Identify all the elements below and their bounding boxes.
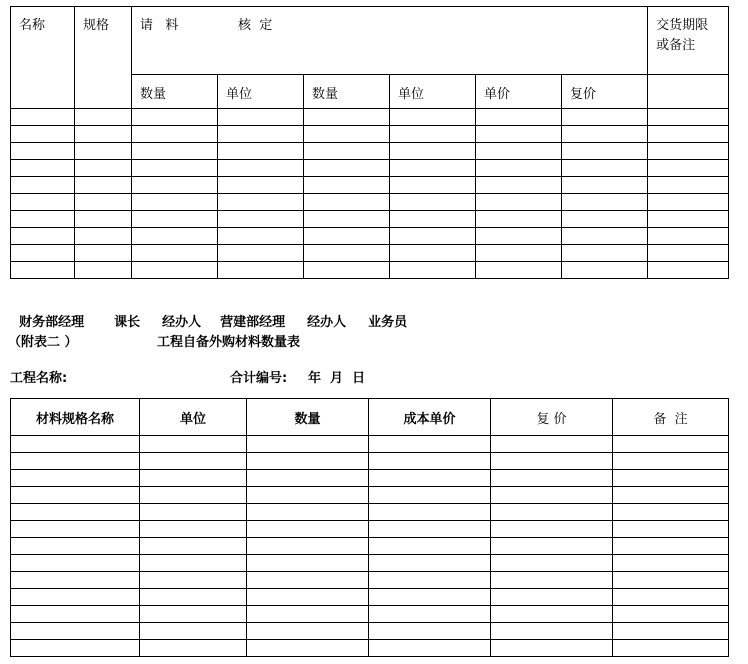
table-cell[interactable]: [369, 487, 491, 504]
table-cell[interactable]: [75, 126, 132, 143]
table-cell[interactable]: [140, 487, 247, 504]
table-row: [11, 504, 729, 521]
table-cell[interactable]: [75, 228, 132, 245]
table-row: [11, 538, 729, 555]
table-cell[interactable]: [218, 177, 304, 194]
table-cell[interactable]: [218, 143, 304, 160]
table-cell[interactable]: [247, 487, 369, 504]
table-row: [11, 606, 729, 623]
sig-finance-manager: 财务部经理: [19, 315, 85, 330]
table-cell[interactable]: [132, 177, 218, 194]
appendix-label: （附表二 ）: [8, 335, 78, 350]
table-cell[interactable]: [476, 194, 562, 211]
table-cell[interactable]: [304, 211, 390, 228]
table-cell[interactable]: [11, 623, 140, 640]
request-material-table: [10, 6, 729, 279]
table-cell[interactable]: [11, 143, 75, 160]
table-row: [11, 470, 729, 487]
table-cell[interactable]: [218, 262, 304, 279]
table-cell[interactable]: [613, 538, 729, 555]
table-cell[interactable]: [476, 126, 562, 143]
table-cell[interactable]: [613, 589, 729, 606]
table-cell[interactable]: [132, 109, 218, 126]
subheader-cell: 数量: [132, 75, 218, 109]
table-cell[interactable]: [132, 160, 218, 177]
table-cell[interactable]: [476, 245, 562, 262]
table-cell[interactable]: [390, 177, 476, 194]
table-cell[interactable]: [304, 109, 390, 126]
table-cell[interactable]: [491, 453, 613, 470]
table-cell[interactable]: [11, 109, 75, 126]
header-name: 名称: [11, 7, 75, 109]
table-cell[interactable]: [132, 228, 218, 245]
table-cell[interactable]: [369, 504, 491, 521]
table-cell[interactable]: [369, 640, 491, 657]
table-cell[interactable]: [140, 606, 247, 623]
signature-line: [10, 296, 407, 330]
table-cell[interactable]: [369, 606, 491, 623]
table-row: [11, 521, 729, 538]
table-cell[interactable]: [75, 109, 132, 126]
table-cell[interactable]: [648, 194, 729, 211]
table-cell[interactable]: [491, 623, 613, 640]
table-cell[interactable]: [613, 555, 729, 572]
subheader-cell: 单位: [390, 75, 476, 109]
table-row: [11, 436, 729, 453]
table-cell[interactable]: [476, 177, 562, 194]
table-cell[interactable]: [247, 623, 369, 640]
project-name-label: 工程名称:: [10, 371, 68, 386]
table-cell[interactable]: [132, 245, 218, 262]
table-cell[interactable]: [390, 228, 476, 245]
header-material-spec: 材料规格名称: [11, 399, 140, 436]
table-cell[interactable]: [11, 538, 140, 555]
table-cell[interactable]: [476, 160, 562, 177]
table-cell[interactable]: [613, 521, 729, 538]
table-row: [11, 487, 729, 504]
table-cell[interactable]: [390, 245, 476, 262]
table-cell[interactable]: [11, 436, 140, 453]
form-title: 工程自备外购材料数量表: [157, 335, 301, 350]
table-cell[interactable]: [75, 177, 132, 194]
table-cell[interactable]: [11, 453, 140, 470]
table-row: [11, 640, 729, 657]
table-cell[interactable]: [369, 436, 491, 453]
table-row: [11, 555, 729, 572]
table-cell[interactable]: [613, 640, 729, 657]
table-cell[interactable]: [476, 143, 562, 160]
table-cell[interactable]: [11, 640, 140, 657]
table-cell[interactable]: [613, 623, 729, 640]
subheader-cell: 数量: [304, 75, 390, 109]
table-cell[interactable]: [613, 487, 729, 504]
table-cell[interactable]: [491, 640, 613, 657]
table-cell[interactable]: [132, 262, 218, 279]
table-cell[interactable]: [247, 436, 369, 453]
table-cell[interactable]: [613, 504, 729, 521]
table-cell[interactable]: [11, 262, 75, 279]
header-request-verify: [132, 7, 648, 75]
table-cell[interactable]: [491, 555, 613, 572]
table-row: [11, 143, 729, 160]
table-cell[interactable]: [648, 143, 729, 160]
table-cell[interactable]: [491, 504, 613, 521]
table-row: [11, 126, 729, 143]
table-cell[interactable]: [491, 470, 613, 487]
table-cell[interactable]: [369, 623, 491, 640]
table-cell[interactable]: [11, 211, 75, 228]
table-cell[interactable]: [132, 126, 218, 143]
table-cell[interactable]: [11, 487, 140, 504]
table-cell[interactable]: [369, 555, 491, 572]
table-cell[interactable]: [648, 228, 729, 245]
table-cell[interactable]: [304, 126, 390, 143]
table-cell[interactable]: [247, 453, 369, 470]
table-cell[interactable]: [140, 538, 247, 555]
header-unit: 单位: [140, 399, 247, 436]
table-cell[interactable]: [304, 245, 390, 262]
table-cell[interactable]: [304, 160, 390, 177]
table-row: [11, 194, 729, 211]
table-cell[interactable]: [132, 211, 218, 228]
table-cell[interactable]: [11, 572, 140, 589]
table-cell[interactable]: [218, 245, 304, 262]
table-row: [11, 453, 729, 470]
table-cell[interactable]: [218, 160, 304, 177]
table-cell[interactable]: [613, 606, 729, 623]
table-cell[interactable]: [218, 194, 304, 211]
table-cell[interactable]: [140, 640, 247, 657]
table-cell[interactable]: [369, 538, 491, 555]
table-cell[interactable]: [491, 589, 613, 606]
table-cell[interactable]: [11, 589, 140, 606]
table-row: [11, 211, 729, 228]
table-cell[interactable]: [11, 160, 75, 177]
table-cell[interactable]: [247, 521, 369, 538]
table-cell[interactable]: [369, 470, 491, 487]
table-cell[interactable]: [369, 453, 491, 470]
table-cell[interactable]: [562, 126, 648, 143]
table-cell[interactable]: [491, 606, 613, 623]
subheader-cell: 复价: [562, 75, 648, 109]
table-cell[interactable]: [218, 211, 304, 228]
table-cell[interactable]: [218, 228, 304, 245]
header-delivery: 交货期限 或备注: [648, 7, 729, 75]
table-cell[interactable]: [562, 211, 648, 228]
total-number-label: 合计编号:: [230, 371, 288, 386]
table-cell[interactable]: [11, 126, 75, 143]
table-cell[interactable]: [390, 262, 476, 279]
table-cell[interactable]: [75, 160, 132, 177]
table-cell[interactable]: [11, 228, 75, 245]
table-cell[interactable]: [390, 160, 476, 177]
table-cell[interactable]: [11, 245, 75, 262]
table-row: [11, 160, 729, 177]
table-cell[interactable]: [648, 109, 729, 126]
sig-section-chief: 课长: [114, 315, 141, 330]
subheader-cell: 单价: [476, 75, 562, 109]
table-cell[interactable]: [369, 589, 491, 606]
table-row: [11, 228, 729, 245]
table-row: [11, 177, 729, 194]
table-cell[interactable]: [140, 623, 247, 640]
table-cell[interactable]: [491, 538, 613, 555]
table-cell[interactable]: [562, 143, 648, 160]
table-cell[interactable]: [75, 143, 132, 160]
table-cell[interactable]: [613, 453, 729, 470]
table-row: [11, 623, 729, 640]
table-cell[interactable]: [491, 436, 613, 453]
table-cell[interactable]: [11, 470, 140, 487]
table-cell[interactable]: [562, 228, 648, 245]
table-cell[interactable]: [613, 436, 729, 453]
table-cell[interactable]: [11, 521, 140, 538]
table-cell[interactable]: [140, 521, 247, 538]
table-cell[interactable]: [247, 555, 369, 572]
table-cell[interactable]: [247, 470, 369, 487]
table-cell[interactable]: [218, 109, 304, 126]
table-cell[interactable]: [75, 262, 132, 279]
table-cell[interactable]: [247, 589, 369, 606]
sig-handler-1: 经办人: [162, 315, 202, 330]
table-row: [11, 572, 729, 589]
header-remarks: 备 注: [613, 399, 729, 436]
table-cell[interactable]: [648, 160, 729, 177]
header-spec: 规格: [75, 7, 132, 109]
table-cell[interactable]: [140, 436, 247, 453]
table-cell[interactable]: [140, 504, 247, 521]
table-cell[interactable]: [247, 538, 369, 555]
header-cost-price: 成本单价: [369, 399, 491, 436]
table-cell[interactable]: [247, 504, 369, 521]
table-cell[interactable]: [491, 521, 613, 538]
table-cell[interactable]: [648, 245, 729, 262]
table-cell[interactable]: [390, 126, 476, 143]
table-cell[interactable]: [562, 160, 648, 177]
table-cell[interactable]: [562, 109, 648, 126]
table-cell[interactable]: [562, 177, 648, 194]
table-cell[interactable]: [648, 126, 729, 143]
table-cell[interactable]: [247, 640, 369, 657]
header-total-price: 复 价: [491, 399, 613, 436]
table-cell[interactable]: [390, 109, 476, 126]
table-cell[interactable]: [11, 606, 140, 623]
table-cell[interactable]: [11, 194, 75, 211]
sig-handler-2: 经办人: [307, 315, 347, 330]
table-cell[interactable]: [140, 555, 247, 572]
table-cell[interactable]: [140, 589, 247, 606]
table-cell[interactable]: [140, 572, 247, 589]
table-cell[interactable]: [304, 262, 390, 279]
table-cell[interactable]: [369, 521, 491, 538]
table-cell[interactable]: [132, 194, 218, 211]
table-cell[interactable]: [304, 228, 390, 245]
header-verify: 核 定: [238, 18, 273, 33]
table-cell[interactable]: [369, 572, 491, 589]
table-cell[interactable]: [11, 555, 140, 572]
table-cell[interactable]: [390, 194, 476, 211]
table-row: [11, 262, 729, 279]
table-cell[interactable]: [75, 194, 132, 211]
table-cell[interactable]: [476, 228, 562, 245]
table-cell[interactable]: [476, 262, 562, 279]
table-cell[interactable]: [247, 572, 369, 589]
table-cell[interactable]: [648, 177, 729, 194]
table-cell[interactable]: [390, 143, 476, 160]
date-label: 年 月 日: [308, 371, 366, 386]
table-cell[interactable]: [11, 177, 75, 194]
table-cell[interactable]: [648, 262, 729, 279]
table-cell[interactable]: [304, 194, 390, 211]
table-cell[interactable]: [75, 211, 132, 228]
table-row: [11, 109, 729, 126]
table-cell[interactable]: [476, 109, 562, 126]
table-row: [11, 589, 729, 606]
table-cell[interactable]: [562, 262, 648, 279]
table-cell[interactable]: [491, 572, 613, 589]
table-cell[interactable]: [491, 487, 613, 504]
table-cell[interactable]: [247, 606, 369, 623]
table-cell[interactable]: [613, 572, 729, 589]
table-row: [11, 245, 729, 262]
sig-salesperson: 业务员: [368, 315, 408, 330]
sig-construction-manager: 营建部经理: [220, 315, 286, 330]
table-cell[interactable]: [648, 211, 729, 228]
header-request: 请 料: [140, 18, 179, 33]
table-cell[interactable]: [613, 470, 729, 487]
table-cell[interactable]: [75, 245, 132, 262]
table-cell[interactable]: [304, 143, 390, 160]
table-cell[interactable]: [562, 245, 648, 262]
table-cell[interactable]: [11, 504, 140, 521]
subheader-cell: 单位: [218, 75, 304, 109]
table-cell[interactable]: [140, 453, 247, 470]
header-quantity: 数量: [247, 399, 369, 436]
table-cell[interactable]: [562, 194, 648, 211]
table-cell[interactable]: [132, 143, 218, 160]
table-cell[interactable]: [390, 211, 476, 228]
table-cell[interactable]: [476, 211, 562, 228]
table-cell[interactable]: [140, 470, 247, 487]
table-cell[interactable]: [304, 177, 390, 194]
purchase-material-table: [10, 398, 729, 657]
subheader-cell-blank: [648, 75, 729, 109]
table-cell[interactable]: [218, 126, 304, 143]
